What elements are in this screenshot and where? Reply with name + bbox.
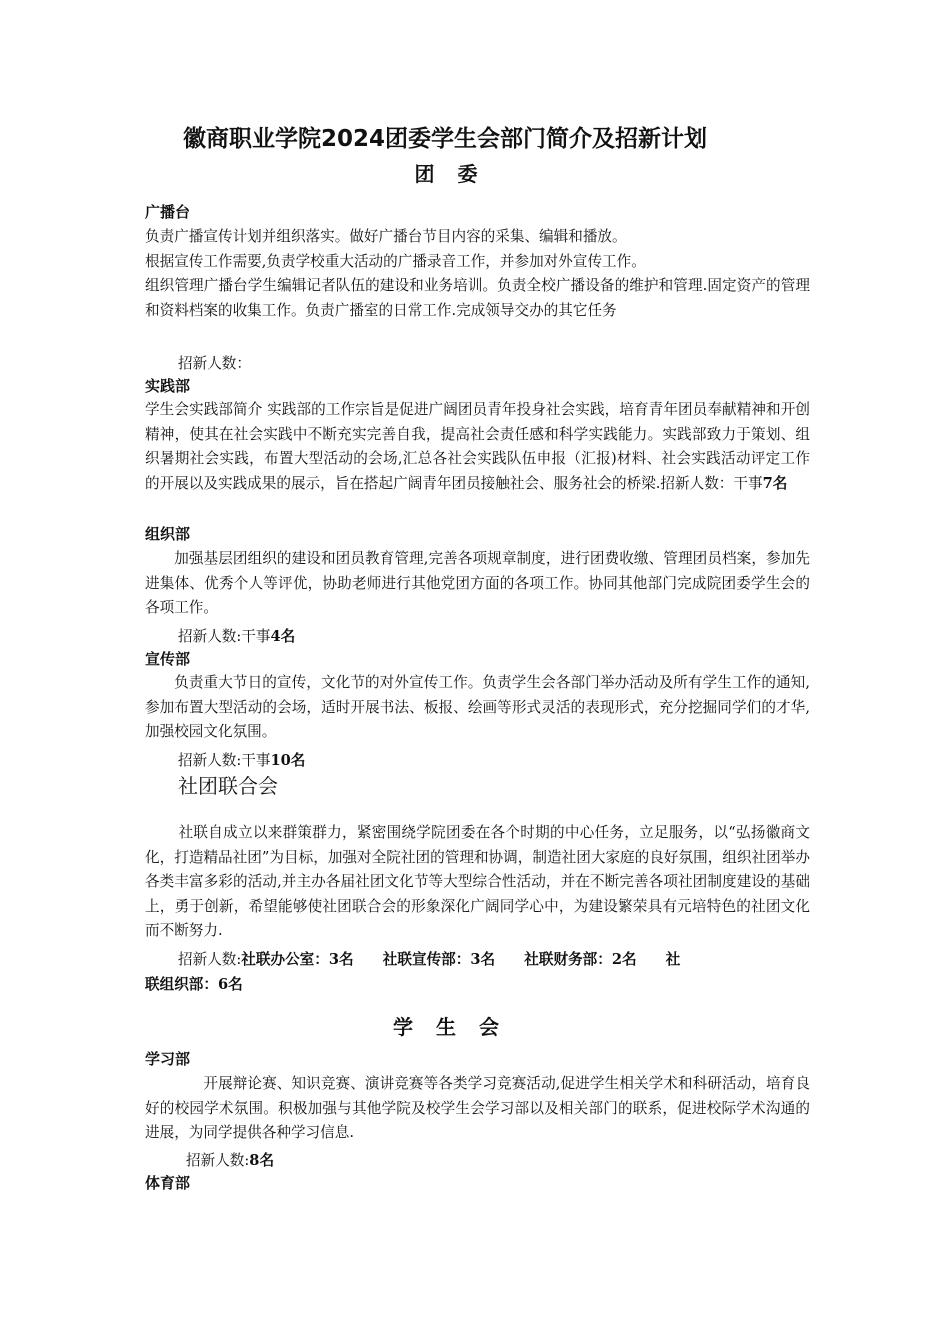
study-recruit	[186, 1149, 274, 1170]
club-union-recruit-label: 招新人数:	[178, 951, 242, 968]
section-heading-student-union: 学 生 会	[393, 1015, 507, 1039]
practice-text: 学生会实践部简介 实践部的工作宗旨是促进广阔团员青年投身社会实践，培育青年团员奉献精神和开创精神，使其在社会实践中不断充实完善自我，提高社会责任感和科学实践能力。实践部致力于策划、组织暑期社会实践，布置大型活动的会场,汇总各社会实践队伍申报（汇报)材料、社会实践活动评定工作的开展以及实践成果的展示，旨在搭起广阔青年团员接触社会、服务社会的桥梁.招新人数：干事	[145, 401, 810, 492]
document-title: 徽商职业学院2024团委学生会部门简介及招新计划	[182, 126, 707, 152]
dept-heading-practice	[145, 375, 190, 396]
broadcast-line-3: 组织管理广播台学生编辑记者队伍的建设和业务培训。负责全校广播设备的维护和管理.固定资产的管理和资料档案的收集工作。负责广播室的日常工作.完成领导交办的其它任务	[145, 277, 810, 319]
dept-heading-sports: 体育部	[145, 1174, 191, 1192]
club-union-description: 社联自成立以来群策群力，紧密围绕学院团委在各个时期的中心任务，立足服务，以“弘扬徽商文化，打造精品社团”为目标，加强对全院社团的管理和协调，制造社团大家庭的良好氛围，组织社团举办各类丰富多彩的活动,并主办各届社团文化节等大型综合性活动，并在不断完善各项社团制度建设的基础上，勇于创新，希望能够使社团联合会的形象深化广阔同学心中，为建设繁荣具有元培特色的社团文化而不断努力.	[145, 824, 810, 939]
section-heading-tuanwei: 团 委	[414, 162, 486, 186]
study-recruit-count: 8名	[249, 1152, 275, 1169]
practice-recruit-count: 7名	[762, 474, 788, 492]
dept-heading-study: 学习部	[145, 1050, 191, 1068]
publicity-recruit-count: 10名	[270, 752, 306, 769]
study-recruit-label: 招新人数:	[186, 1152, 250, 1169]
organization-recruit-count: 4名	[270, 628, 296, 645]
publicity-description: 负责重大节日的宣传，文化节的对外宣传工作。负责学生会各部门举办活动及所有学生工作的通知,参加布置大型活动的会场，适时开展书法、板报、绘画等形式灵活的表现形式，充分挖掘同学们的才华,加强校园文化氛围。	[145, 674, 810, 740]
publicity-recruit	[178, 749, 305, 770]
publicity-recruit-label: 招新人数:干事	[178, 752, 271, 769]
dept-heading-publicity: 宣传部	[145, 650, 191, 668]
section-heading-club-union: 社团联合会	[178, 774, 278, 798]
organization-recruit-label: 招新人数:干事	[178, 628, 271, 645]
organization-recruit	[178, 625, 295, 646]
dept-heading-broadcast: 广播台	[145, 203, 191, 221]
organization-description: 加强基层团组织的建设和团员教育管理,完善各项规章制度，进行团费收缴、管理团员档案，参加先进集体、优秀个人等评优，协助老师进行其他党团方面的各项工作。协同其他部门完成院团委学生会的各项工作。	[145, 550, 810, 616]
broadcast-line-2: 根据宣传工作需要,负责学校重大活动的广播录音工作，并参加对外宣传工作。	[145, 253, 646, 270]
club-union-recruit	[178, 948, 680, 969]
broadcast-line-1: 负责广播宣传计划并组织落实。做好广播台节目内容的采集、编辑和播放。	[145, 228, 627, 245]
club-union-recruit-line-1: 社联办公室：3名 社联宣传部：3名 社联财务部：2名 社	[241, 951, 681, 968]
dept-practice-name: 实践部	[145, 377, 191, 395]
study-description: 开展辩论赛、知识竞赛、演讲竞赛等各类学习竞赛活动,促进学生相关学术和科研活动，培育良好的校园学术氛围。积极加强与其他学院及校学生会学习部以及相关部门的联系，促进校际学术沟通的进展，为同学提供各种学习信息.	[145, 1075, 810, 1141]
club-union-recruit-line-2: 联组织部：6名	[145, 976, 243, 993]
dept-heading-organization: 组织部	[145, 525, 191, 543]
broadcast-recruit: 招新人数：	[178, 355, 251, 372]
practice-description	[145, 398, 810, 496]
